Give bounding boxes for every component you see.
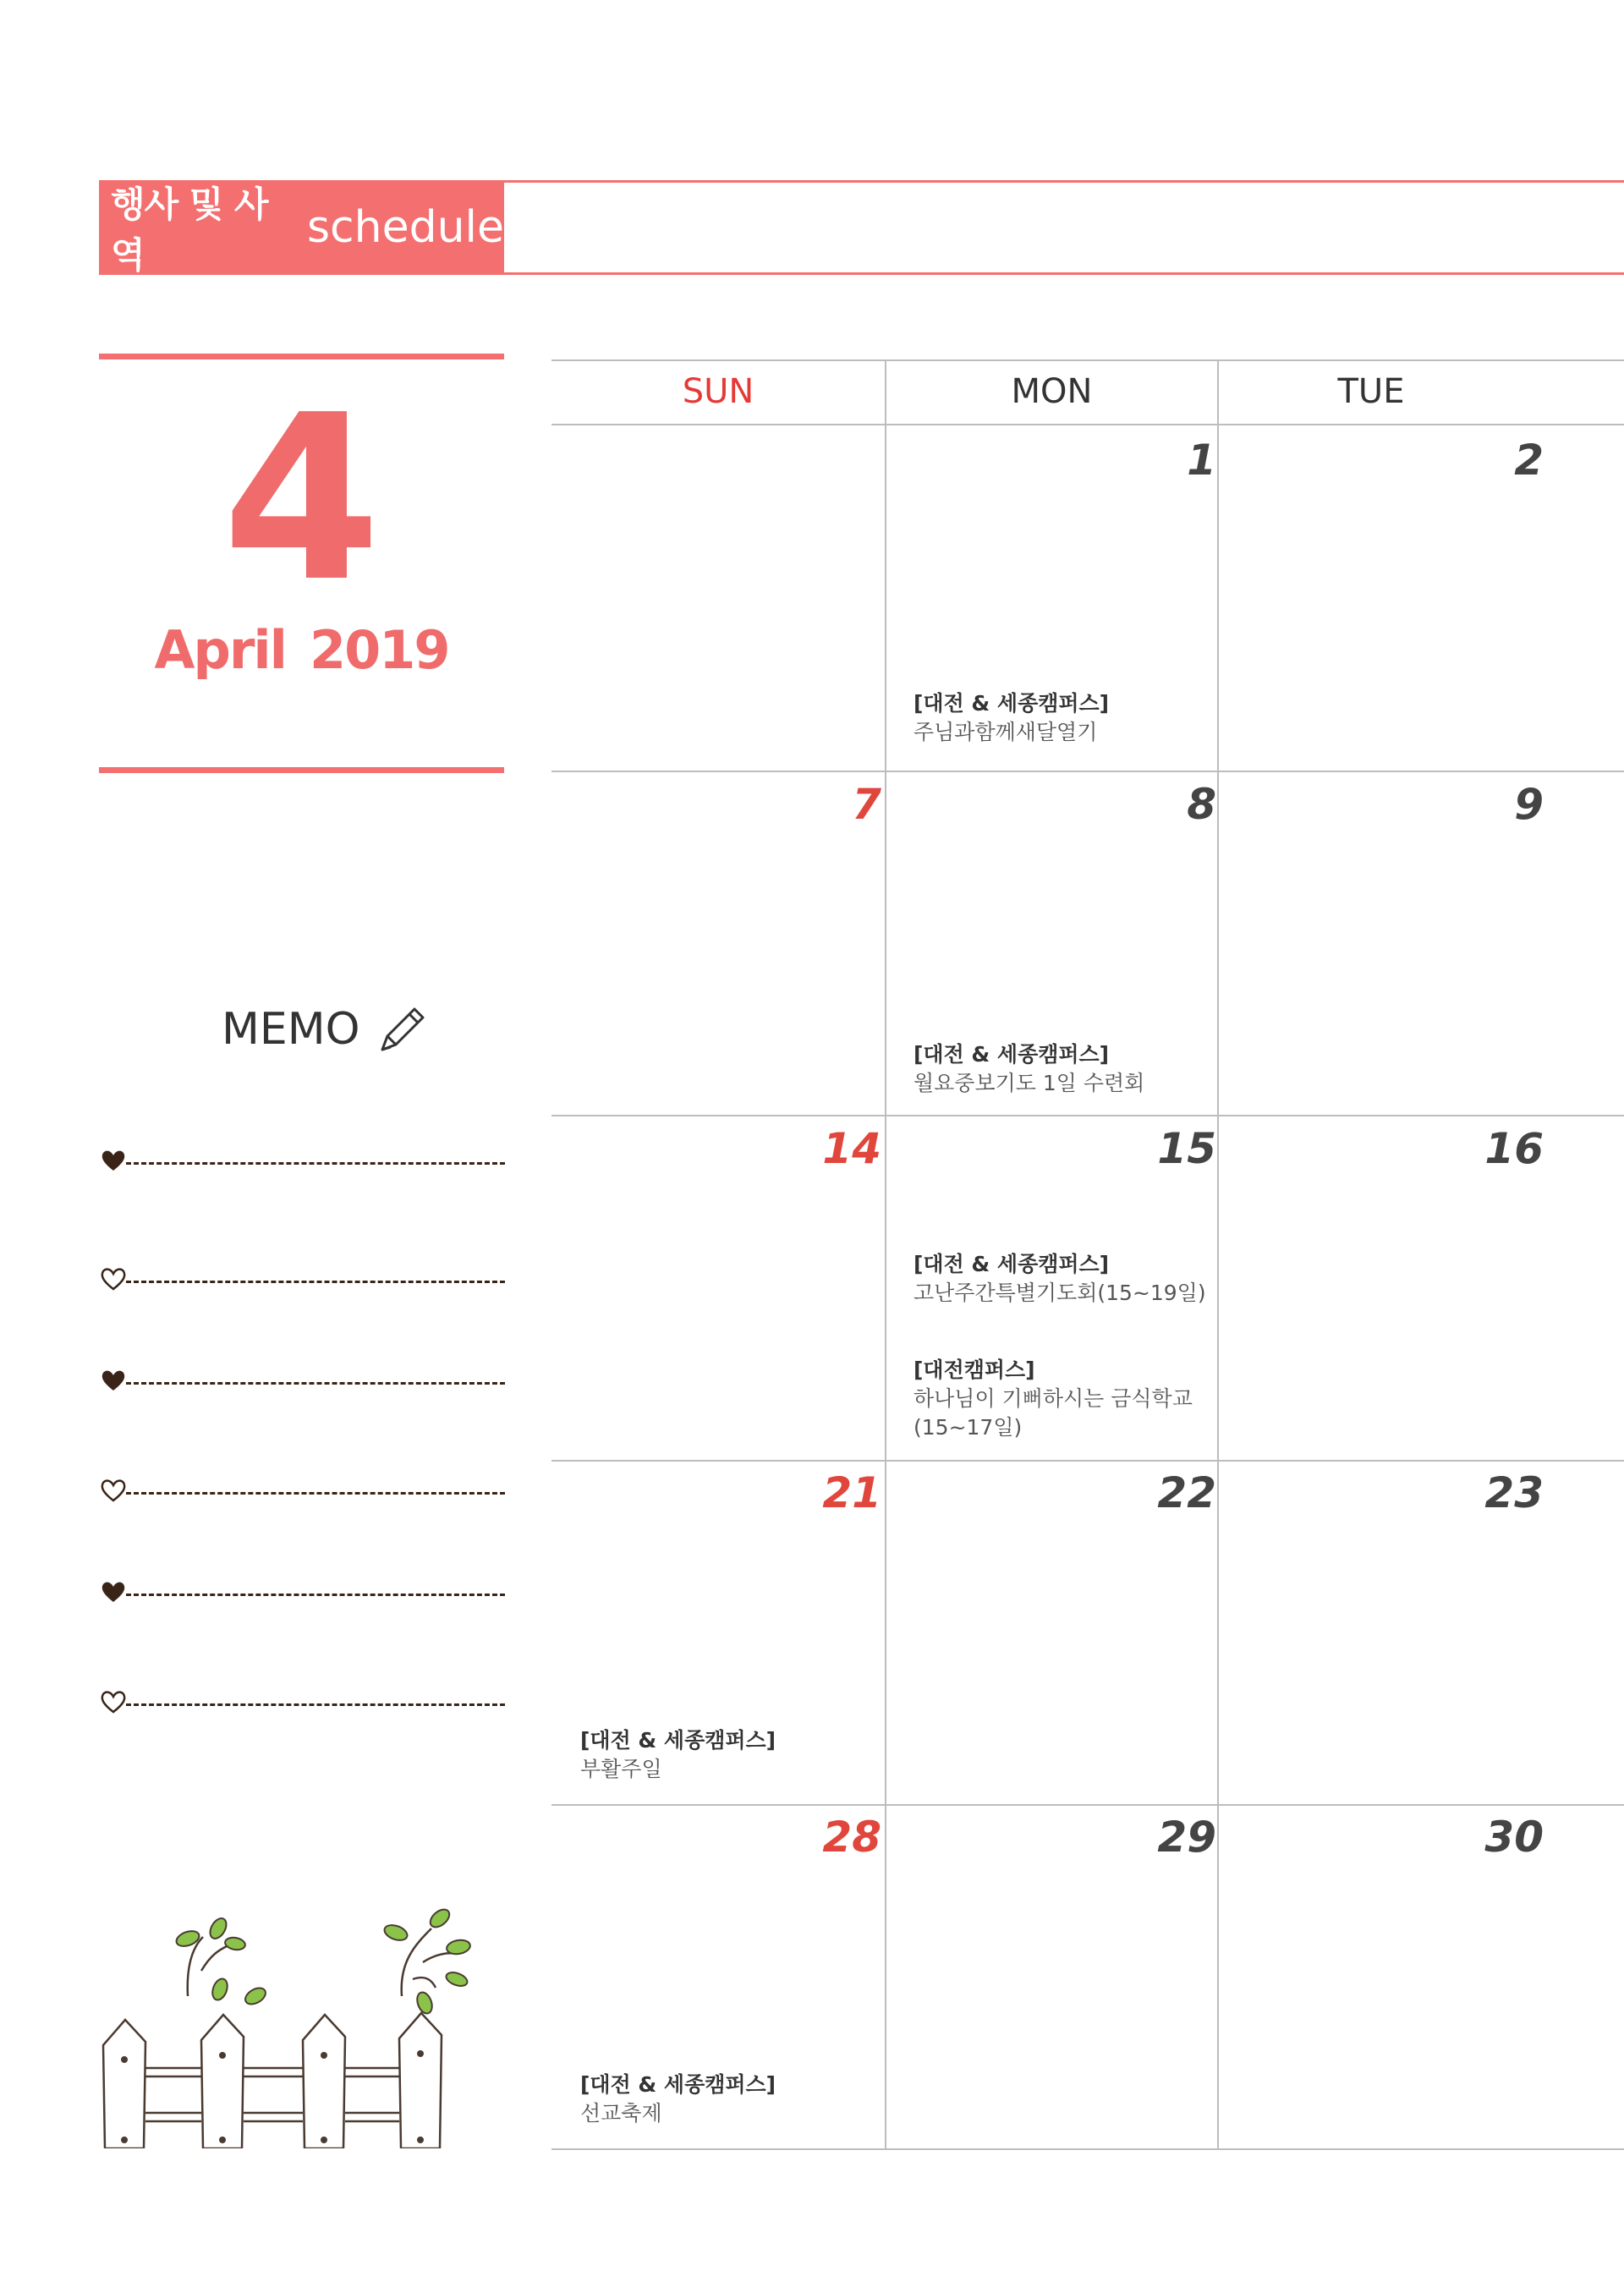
heart-filled-icon [99, 1367, 128, 1392]
grid-line [551, 1804, 1624, 1806]
event-title: [대전캠퍼스] [914, 1358, 1035, 1382]
day-cell-number: 1 [1187, 436, 1216, 485]
memo-label: MEMO [222, 1004, 360, 1055]
pencil-icon [376, 1002, 430, 1056]
heart-outline-icon [99, 1265, 128, 1291]
memo-line[interactable] [99, 1575, 505, 1609]
event-description: 하나님이 기뻐하시는 금식학교 [914, 1386, 1193, 1411]
day-header-tue: TUE [1337, 372, 1405, 411]
grid-line [551, 1115, 1624, 1116]
event-title: [대전 & 세종캠퍼스] [580, 1728, 776, 1753]
day-header-mon: MON [1011, 372, 1093, 411]
day-cell-number: 7 [852, 780, 881, 829]
month-name [99, 619, 504, 681]
day-header-sun: SUN [682, 372, 754, 411]
day-cell-number: 28 [822, 1813, 881, 1862]
calendar-event[interactable] [914, 689, 1109, 747]
day-cell-number: 22 [1157, 1468, 1216, 1517]
calendar-event[interactable] [914, 1250, 1206, 1308]
event-description: 월요중보기도 1일 수련회 [914, 1071, 1145, 1095]
heart-outline-icon [99, 1477, 128, 1502]
event-title: [대전 & 세종캠퍼스] [580, 2072, 776, 2097]
event-title: [대전 & 세종캠퍼스] [914, 691, 1110, 716]
event-description: 선교축제 [580, 2101, 662, 2126]
day-cell-number: 15 [1157, 1124, 1216, 1173]
grid-line [551, 771, 1624, 772]
day-cell-number: 21 [822, 1468, 881, 1517]
memo-line[interactable] [99, 1473, 505, 1507]
grid-line [1217, 359, 1219, 2150]
event-description: (15~17일) [914, 1415, 1023, 1440]
event-description: 고난주간특별기도회(15~19일) [914, 1281, 1206, 1305]
day-cell-number: 16 [1484, 1124, 1544, 1173]
header-title-ko: 행사 및 사역 [111, 184, 268, 276]
memo-line[interactable] [99, 1685, 505, 1719]
grid-line [551, 424, 1624, 425]
day-cell-number: 14 [822, 1124, 881, 1173]
calendar-event[interactable] [580, 2071, 776, 2128]
year-label: 2019 [309, 619, 449, 681]
calendar-event[interactable] [914, 1040, 1144, 1098]
day-cell-number: 30 [1484, 1813, 1544, 1862]
month-label: April [154, 619, 286, 681]
month-panel-top-bar [99, 354, 504, 359]
day-cell-number: 2 [1514, 436, 1544, 485]
calendar-event[interactable] [914, 1356, 1193, 1442]
calendar-event[interactable] [580, 1726, 776, 1784]
memo-heading [222, 1002, 430, 1056]
event-title: [대전 & 세종캠퍼스] [914, 1042, 1110, 1067]
month-number: 4 [222, 365, 381, 632]
header-rule-bottom [504, 272, 1624, 275]
grid-line [885, 359, 886, 2150]
grid-line [551, 1460, 1624, 1462]
header-title-en: schedule [306, 202, 504, 253]
day-cell-number: 29 [1157, 1813, 1216, 1862]
grid-line [551, 2148, 1624, 2150]
memo-line[interactable] [99, 1262, 505, 1296]
event-title: [대전 & 세종캠퍼스] [914, 1252, 1110, 1276]
memo-line[interactable] [99, 1363, 505, 1397]
header-rule-top [504, 180, 1624, 183]
event-description: 부활주일 [580, 1757, 662, 1781]
event-description: 주님과함께새달열기 [914, 720, 1098, 744]
memo-line[interactable] [99, 1144, 505, 1177]
heart-outline-icon [99, 1688, 128, 1714]
day-cell-number: 23 [1484, 1468, 1544, 1517]
calendar-grid [551, 359, 1624, 2150]
heart-filled-icon [99, 1147, 128, 1172]
section-header [99, 180, 504, 275]
month-panel-bottom-bar [99, 767, 504, 773]
fence-sprout-illustration [93, 1895, 516, 2148]
day-cell-number: 9 [1514, 780, 1544, 829]
heart-filled-icon [99, 1578, 128, 1604]
day-cell-number: 8 [1187, 780, 1216, 829]
